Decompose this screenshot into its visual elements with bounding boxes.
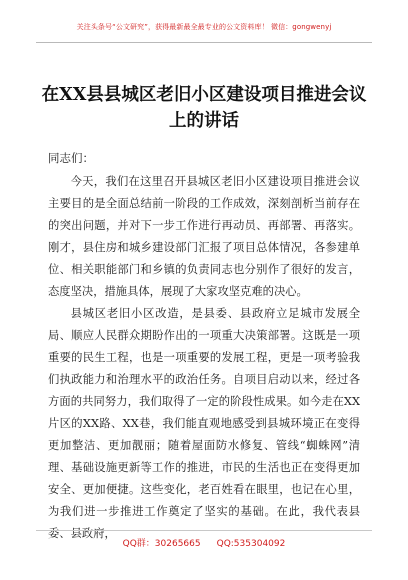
document-body	[48, 171, 360, 545]
footer-qq-group: QQ群：30265665	[122, 539, 201, 549]
footer-qq-number: QQ:535304092	[216, 539, 286, 549]
document-title: 在XX县县城区老旧小区建设项目推进会议上的讲话	[41, 85, 367, 131]
footer-divider	[36, 530, 372, 531]
body-paragraph-1: 今天，我们在这里召开县城区老旧小区建设项目推进会议主要目的是全面总结前一阶段的工作成效，深刻剖析当前存在的突出问题，并对下一步工作进行再动员、再部署、再落实。刚才，县住房和城乡建设部门汇报了项目总体情况，各参建单位、相关职能部门和乡镇的负责同志也分别作了很好的发言，态度坚决，措施具体，展现了大家攻坚克难的决心。	[48, 175, 360, 298]
footer-contact	[0, 536, 408, 549]
salutation: 同志们：	[48, 151, 94, 165]
header-promo-note: 关注头条号“公文研究”，获得最新最全最专业的公文资料库！ 微信：gongwenyj	[76, 23, 332, 31]
header-divider	[36, 42, 372, 43]
body-paragraph-2: 县城区老旧小区改造，是县委、县政府立足城市发展全局、顺应人民群众期盼作出的一项重大决策部署。这既是一项重要的民生工程，也是一项重要的发展工程，更是一项考验我们执政能力和治理水平的政治任务。自项目启动以来，经过各方面的共同努力，我们取得了一定的阶段性成果。如今走在XX片区的XX路、XX巷，我们能直观地感受到县城环境正在变得更加整洁、更加靓丽；随着屋面防水修复、管线“蜘蛛网”清理、基础设施更新等工作的推进，市民的生活也正在变得更加安全、更加便捷。这些变化，老百姓看在眼里，也记在心里，为我们进一步推进工作奠定了坚实的基础。在此，我代表县委、县政府，	[48, 307, 360, 540]
